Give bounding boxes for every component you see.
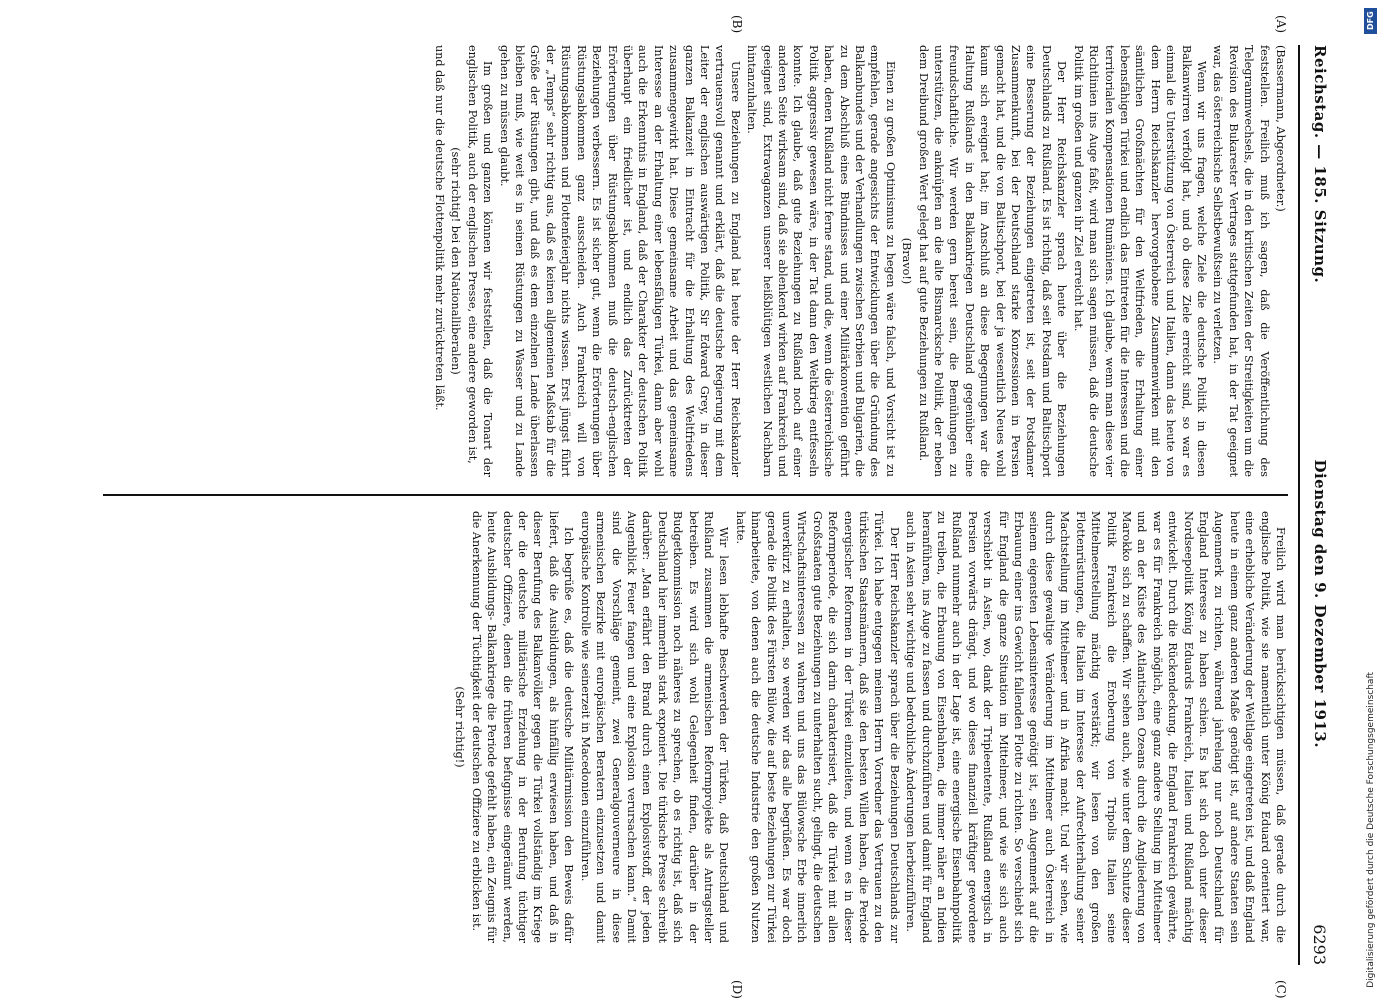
- paragraph: feststellen. Freilich muß ich sagen, daß die Veröffentlichung des Telegrammwechsels, die in den kritischen Zeiten der Streitigkeiten um die Revision des Bukarester Vertrages stattgefunden hat, in der Tat geeignet war, das österreichische Selbstbewußtsein zu verletzen.: [1211, 45, 1271, 477]
- margin-mark-c: (C): [1274, 980, 1288, 999]
- paragraph: Wenn wir uns fragen, welche Ziele die deutsche Politik in diesen Balkanwirren verfolgt hat, und ob diese Ziele erreicht sind, so war es einmal die Unterstützung von Österreich und Italien, dann das heute von dem Herrn Reichskanzler hervorgehobene Zusammenwirken mit den sämtlichen Großmächten für den Weltfrieden, die Erhaltung einer lebensfähigen Türkei und endlich das Eintreten für die Interessen und die territorialen Kompensationen Rumäniens. Ich glaube, wenn man diese vier Richtlinien ins Auge faßt, wird man sich sagen müssen, daß die deutsche Politik im großen und ganzen ihr Ziel erreicht hat.: [1071, 45, 1208, 477]
- margin-mark-d: (D): [730, 980, 744, 999]
- margin-mark-b: (B): [730, 15, 744, 34]
- paragraph: Ich begrüße es, daß die deutsche Militärmission den Beweis dafür liefert, daß die Ausbildungen, als hinfällig erwiesen haben, und daß in dieser Berufung des Balkanvölker gegen die Türkei vollständig im Kriege der die deutsche militärische Erziehung in der Berufung tüchtiger deutscher Offiziere, denen die früheren befugnisse eingeräumt werden, heute Ausbildungs- Balkankriege die Periode gefehlt haben, ein Zeugnis für die Anerkennung der Tüchtigkeit der deutschen Offiziere zu erblicken ist.: [469, 511, 576, 943]
- page-header: [1298, 45, 1340, 965]
- dfg-logo: DFG: [1364, 8, 1377, 34]
- digitization-credit: Digitalisierung gefördert durch die Deutsche Forschungsgemeinschaft: [1366, 672, 1376, 988]
- header-session: Reichstag. — 185. Sitzung.: [1311, 45, 1329, 284]
- right-column: [50, 511, 1288, 943]
- interjection: (Sehr richtig!): [453, 686, 467, 768]
- paragraph: Einen zu großen Optimismus zu hegen wäre falsch, und Vorsicht ist zu empfehlen, gerade angesichts der Entwicklungen über die Gründung des Balkanbundes und der Verhandlungen zwischen Serbien und Bulgarien, die zu dem Abschluß eines Bündnisses und einer Militärkonvention geführt haben, denen Rußland nicht ferne stand, und die, wenn die österreichische Politik aggressiv gewesen wäre, in der Tat dann den Weltkrieg entfesseln konnte. Ich glaube, daß gute Beziehungen zu Rußland noch auf einer anderen Seite wirksam sind, daß sie ablenkend wirken auf Frankreich und geeignet sind, Extravaganzen unserer heißblütigen westlichen Nachbarn hintanzuhalten.: [745, 45, 897, 477]
- interjection: (sehr richtig! bei den Nationalliberalen): [449, 147, 463, 375]
- header-date: Dienstag den 9. Dezember 1913.: [1311, 459, 1329, 749]
- page-number: 6293: [1310, 924, 1330, 965]
- left-column: [50, 45, 1288, 477]
- interjection: (Bravo!): [900, 237, 914, 285]
- margin-mark-a: (A): [1274, 15, 1288, 34]
- rotated-page: [50, 15, 1340, 999]
- paragraph: Der Herr Reichskanzler sprach heute über die Beziehungen Deutschlands zu Rußland. Es ist richtig, daß seit Potsdam und Baltischport eine Besserung der Beziehungen eingetreten ist, seit der Potsdamer Zusammenkunft, bei der Deutschland starke Konzessionen in Persien gemacht hat, und die von Baltischport, bei der ja wesentlich Neues wohl kaum sich ereignet hat; im Anschluß an diese Begegnungen war die Haltung Rußlands in den Balkankriegen Deutschland gegenüber eine freundschaftliche. Wir werden gern bereit sein, die Bemühungen zu unterstützen, die anknüpfen an die alte Bismarcksche Politik, der neben dem Dreibund großen Wert gelegt hat auf gute Beziehungen zu Rußland.: [916, 45, 1069, 477]
- column-divider: [103, 494, 1288, 496]
- paragraph: Der Herr Reichskanzler sprach über die Beziehungen Deutschlands zur Türkei. Ich habe entgegen meinem Herrn Vorredner das Vertrauen zu den türkischen Staatsmännern, daß sie den besten Willen haben, die Periode energischer Reformen in der Türkei einzuleiten, und wenn es in dieser Reformperiode, die sich darin charakterisiert, daß die Türkei mit allen Großstaaten gute Beziehungen zu unterhalten sucht, gelingt, die deutschen Wirtschaftsinteressen zu wahren und uns das Bülowsche Erbe innerlich unverkürzt zu erhalten, so werden wir das alle begrüßen. Es war doch gerade die Politik des Fürsten Bülow, die auf beste Beziehungen zur Türkei hinarbeitete, von denen auch die deutsche Industrie den großen Nutzen hatte.: [733, 511, 901, 943]
- paragraph: Unsere Beziehungen zu England hat heute der Herr Reichskanzler vertrauensvoll genannt und erklärt, daß die deutsche Regierung mit dem Leiter der englischen auswärtigen Politik, Sir Edward Grey, in dieser ganzen Balkanzeit in Eintracht für die Erhaltung des Weltfriedens zusammengewirkt hat. Diese gemeinsame Arbeit und das gemeinsame Interesse an der Erhaltung einer lebensfähigen Türkei, dann aber wohl auch die Erkenntnis in England, daß der Charakter der deutschen Politik überhaupt ein friedlicher ist, und endlich das Zurücktreten der Erörterungen über Rüstungsabkommen muß die deutsch-englischen Beziehungen verbessern. Es ist sicher gut, wenn die Erörterungen über Rüstungsabkommen ganz ausscheiden. Auch Frankreich will von Rüstungsabkommen und Flottenfeierjahr nichts wissen. Erst jüngst führt der „Temps“ sehr richtig aus, daß es keinen allgemeinen Maßstab für die Größe der Rüstungen gibt, und daß es dem einzelnen Lande überlassen bleiben muß, wie weit es in seinen Rüstungen zu Wasser und zu Lande gehen zu müssen glaubt.: [497, 45, 742, 477]
- paragraph: Freilich wird man berücksichtigen müssen, daß gerade durch die englische Politik, wie sie namentlich unter König Eduard orientiert war, eine erhebliche Veränderung der Weltlage eingetreten ist, und daß England heute in einem ganz anderen Maße genötigt ist, auf andere Staaten sein Augenmerk zu richten, während jahrelang nur noch Deutschland für England Interesse zu haben schien. Es hat sich doch unter dieser Nordseepolitik König Eduards Frankreich, Italien und Rußland mächtig entwickelt. Durch die Rückendeckung, die England Frankreich gewährte, war es für Frankreich möglich, eine ganz andere Stellung im Mittelmeer und an der Küste des Atlantischen Ozeans durch die Angliederung von Marokko sich zu schaffen. Wir sehen auch, wie unter dem Schutze dieser Politik Frankreich die Eroberung von Tripolis Italien seine Mittelmeerstellung mächtig verstärkt; wir lesen von den großen Flottenrüstungen, die Italien im Interesse der Aufrechterhaltung seiner Machtstellung im Mittelmeer und in Afrika macht. Und wir sehen, wie durch diese gewaltige Veränderung im Mittelmeer auch Österreich in seinem eigensten Lebensinteresse genötigt ist, sein Augenmerk auf die Erbauung einer ins Gewicht fallenden Flotte zu richten. So verschiebt sich für England die ganze Situation im Mittelmeer, und wie sie sich auch verschiebt in Asien, wo, dank der Tripleentente, Rußland energisch in Persien vorwärts drängt, und wo dieses finanziell kräftiger gewordene Rußland nunmehr auch in der Lage ist, eine energische Eisenbahnpolitik zu treiben, die Erbauung von Eisenbahnen, die immer näher an Indien heranführen, ins Auge zu fassen und durchzuführen und damit für England auch in Asien sehr wichtige und bedrohliche Änderungen herbeizuführen.: [904, 511, 1287, 943]
- paragraph: Wir lesen lebhafte Beschwerden der Türken, daß Deutschland und Rußland zusammen die armenischen Reformprojekte als Antragsteller betreiben. Es wird sich wohl Gelegenheit finden, darüber in der Budgetkommission noch näheres zu sprechen, ob es richtig ist, daß sich Deutschland hier immerhin stark exponiert. Die türkische Presse schreibt darüber: „Man erfährt den Brand durch einen Explosivstoff, der jeden Augenblick Feuer fangen und eine Explosion verursachen kann.“ Damit sind die Vorschläge gemeint, zwei Generalgouverneure in diese armenischen Bezirke mit europäischen Beratern einzusetzen und damit europäische Kontrolle wie seinerzeit in Macedonien einzuführen.: [578, 511, 731, 943]
- paragraph: Im großen und ganzen können wir feststellen, daß die Tonart der englischen Politik, auch der englischen Presse, eine andere geworden ist,: [465, 45, 495, 477]
- speaker-attribution: (Bassermann, Abgeordneter.): [1274, 45, 1287, 212]
- paragraph: und daß nur die deutsche Flottenpolitik mehr zurücktreten läßt.: [433, 45, 447, 411]
